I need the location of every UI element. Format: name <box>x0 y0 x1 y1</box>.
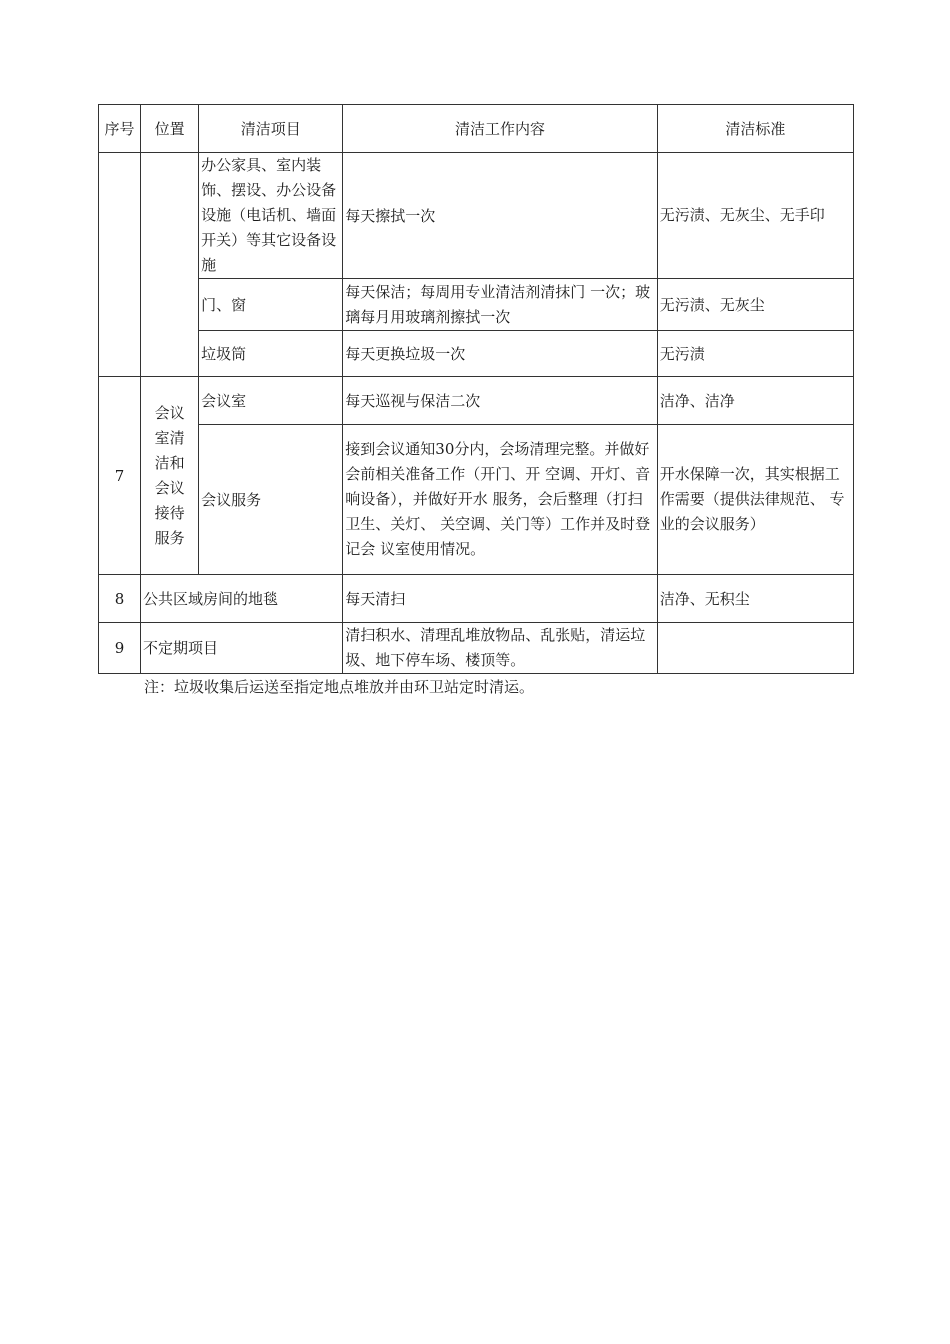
row-no-cell: 9 <box>99 623 141 674</box>
row-item-cell: 会议室 <box>199 377 343 425</box>
row-content-cell: 清扫积水、清理乱堆放物品、乱张贴，清运垃圾、地下停车场、楼顶等。 <box>343 623 657 674</box>
row-standard-cell: 无污渍、无灰尘 <box>657 279 853 331</box>
header-item: 清洁项目 <box>199 105 343 153</box>
row-location-item-cell: 不定期项目 <box>141 623 343 674</box>
row-standard-cell: 洁净、无积尘 <box>657 575 853 623</box>
table-row <box>99 575 854 623</box>
row-content-cell: 每天擦拭一次 <box>343 153 657 279</box>
row-no-cell: 7 <box>99 377 141 575</box>
row-location-item-cell: 公共区域房间的地毯 <box>141 575 343 623</box>
table-header-row <box>99 105 854 153</box>
row-location-cell: 会议室清洁和会议接待服务 <box>141 377 199 575</box>
table-row <box>99 153 854 279</box>
table-row <box>99 331 854 377</box>
row-standard-cell: 无污渍 <box>657 331 853 377</box>
row-standard-cell: 洁净、洁净 <box>657 377 853 425</box>
row-content-cell: 每天更换垃圾一次 <box>343 331 657 377</box>
header-content: 清洁工作内容 <box>343 105 657 153</box>
row-item-cell: 垃圾筒 <box>199 331 343 377</box>
row-standard-cell <box>657 623 853 674</box>
table-row <box>99 377 854 425</box>
row-location-cell <box>141 153 199 377</box>
row-content-cell: 每天巡视与保洁二次 <box>343 377 657 425</box>
row-content-cell: 每天保洁；每周用专业清洁剂清抹门 一次；玻璃每月用玻璃剂擦拭一次 <box>343 279 657 331</box>
table-row <box>99 425 854 575</box>
row-no-cell: 8 <box>99 575 141 623</box>
row-standard-cell: 开水保障一次，其实根据工作需要（提供法律规范、 专业的会议服务） <box>657 425 853 575</box>
row-item-cell: 会议服务 <box>199 425 343 575</box>
header-standard: 清洁标准 <box>657 105 853 153</box>
row-content-cell: 每天清扫 <box>343 575 657 623</box>
footnote: 注：垃圾收集后运送至指定地点堆放并由环卫站定时清运。 <box>144 678 535 696</box>
row-item-cell: 办公家具、室内装饰、摆设、办公设备设施（电话机、墙面开关）等其它设备设施 <box>199 153 343 279</box>
cleaning-standards-table <box>98 104 854 674</box>
row-item-cell: 门、窗 <box>199 279 343 331</box>
row-content-cell: 接到会议通知30分内，会场清理完整。并做好会前相关准备工作（开门、开 空调、开灯、音响设备），并做好开水 服务，会后整理（打扫卫生、关灯、 关空调、关门等）工作并及时登记会 议室使用情况。 <box>343 425 657 575</box>
table-row <box>99 279 854 331</box>
header-no: 序号 <box>99 105 141 153</box>
row-standard-cell: 无污渍、无灰尘、无手印 <box>657 153 853 279</box>
header-location: 位置 <box>141 105 199 153</box>
table-row <box>99 623 854 674</box>
row-no-cell <box>99 153 141 377</box>
